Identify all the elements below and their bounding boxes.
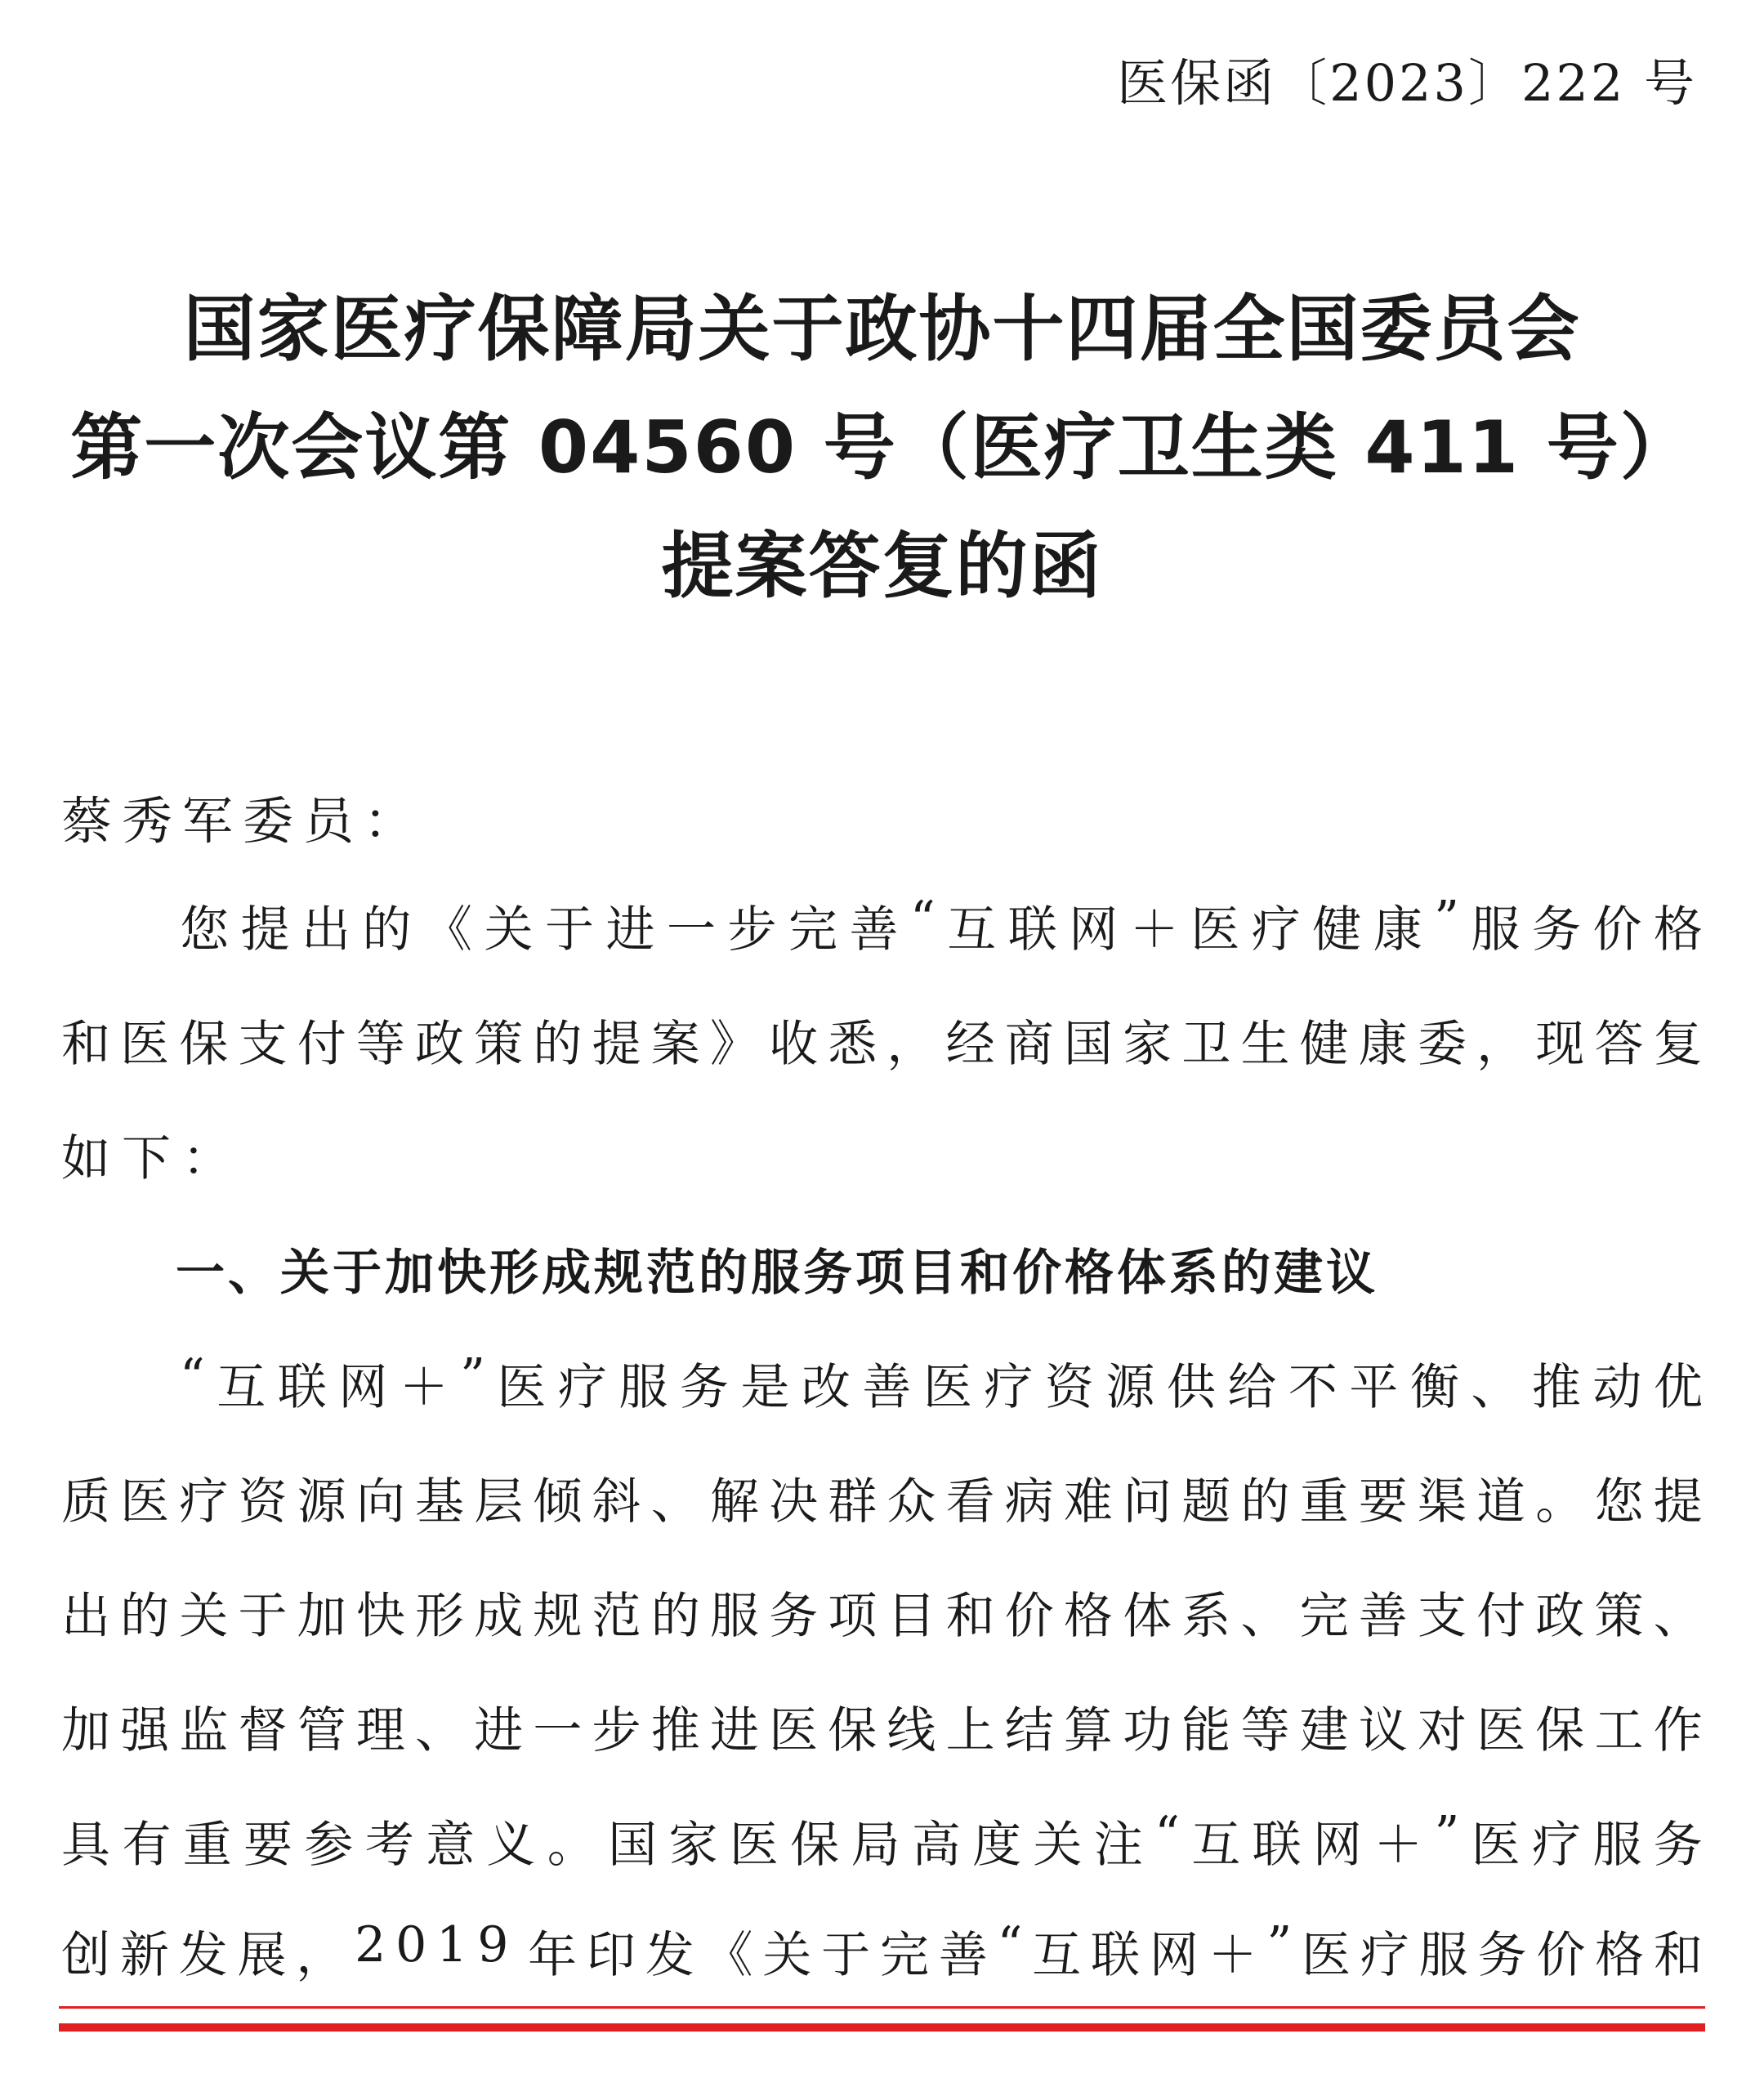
document-title [0, 270, 1764, 625]
paragraph-line: 具 有 重 要 参 考 意 义 。 国 家 医 保 局 高 度 关 注 “ 互 联 网 ＋ ” 医 疗 服 务 [61, 1806, 1703, 1874]
red-rule-thin [59, 2006, 1705, 2009]
red-rule-thick [59, 2023, 1705, 2032]
paragraph-line: 出 的 关 于 加 快 形 成 规 范 的 服 务 项 目 和 价 格 体 系 、 完 善 支 付 政 策 、 [61, 1588, 1703, 1645]
title-line-3: 提案答复的函 [661, 524, 1103, 608]
paragraph-line: 您 提 出 的 《 关 于 进 一 步 完 善 “ 互 联 网 ＋ 医 疗 健 康 ” 服 务 价 格 [180, 891, 1703, 959]
salutation: 蔡秀军委员： [61, 791, 425, 851]
title-line-2: 第一次会议第 04560 号（医疗卫生类 411 号） [70, 405, 1694, 489]
paragraph-line: 和 医 保 支 付 等 政 策 的 提 案 》 收 悉 ， 经 商 国 家 卫 生 健 康 委 ， 现 答 复 [61, 1016, 1703, 1073]
paragraph-line: “ 互 联 网 ＋ ” 医 疗 服 务 是 改 善 医 疗 资 源 供 给 不 平 衡 、 推 动 优 [180, 1348, 1703, 1416]
section-heading: 一、关于加快形成规范的服务项目和价格体系的建议 [176, 1245, 1378, 1302]
document-number: 医保函〔2023〕222 号 [1117, 53, 1697, 113]
paragraph-line: 加 强 监 督 管 理 、 进 一 步 推 进 医 保 线 上 结 算 功 能 等 建 议 对 医 保 工 作 [61, 1702, 1703, 1759]
title-line-1: 国家医疗保障局关于政协十四届全国委员会 [183, 287, 1581, 371]
paragraph-line: 质 医 疗 资 源 向 基 层 倾 斜 、 解 决 群 众 看 病 难 问 题 的 重 要 渠 道 。 您 提 [61, 1473, 1703, 1531]
paragraph-line: 如下： [61, 1130, 243, 1187]
paragraph-line: 创 新 发 展 ， 2 0 1 9 年 印 发 《 关 于 完 善 “ 互 联 网 ＋ ” 医 疗 服 务 价 格 和 [61, 1916, 1703, 1984]
